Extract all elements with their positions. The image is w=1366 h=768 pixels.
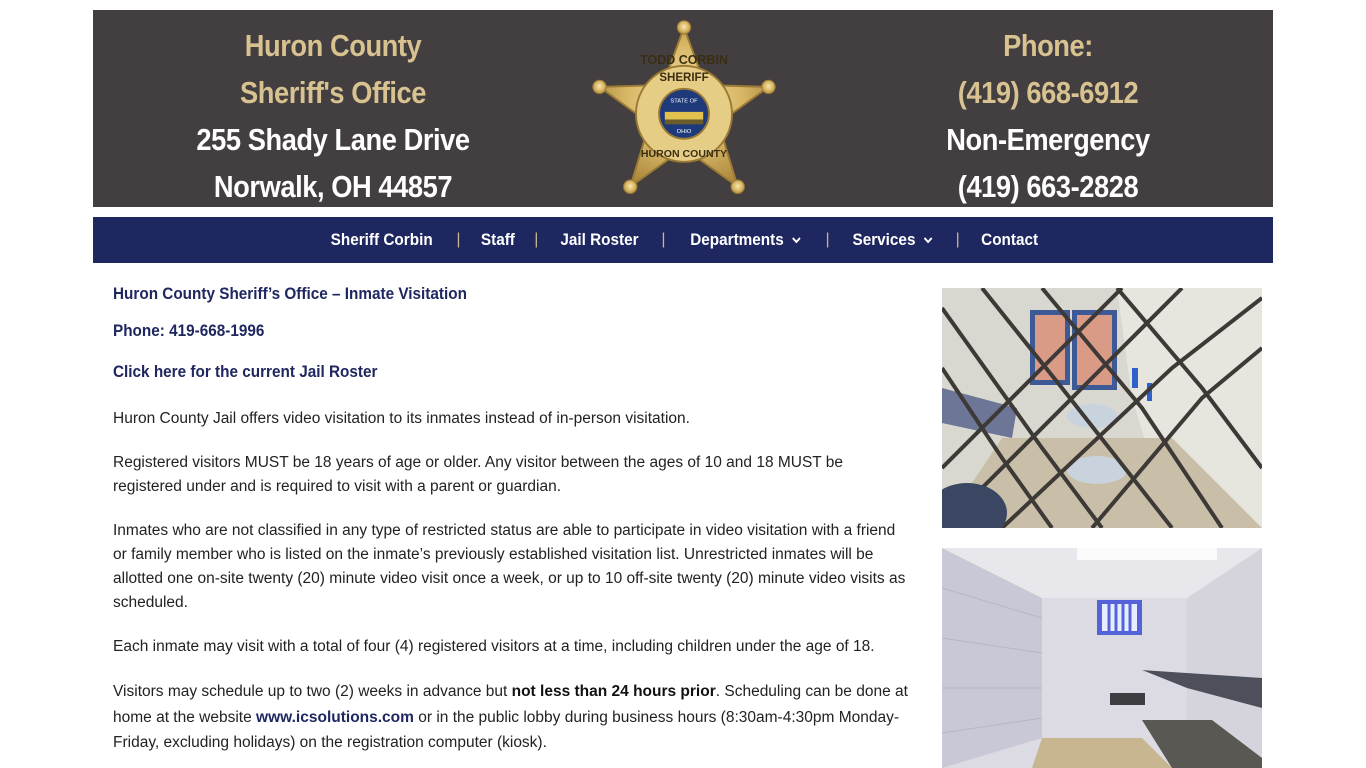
nav-label: Contact bbox=[980, 230, 1038, 249]
chevron-down-icon bbox=[922, 234, 933, 246]
icsolutions-link[interactable]: www.icsolutions.com bbox=[256, 708, 414, 726]
nav-contact[interactable] bbox=[977, 230, 1041, 250]
jail-roster-link[interactable]: Click here for the current Jail Roster bbox=[113, 362, 378, 381]
main-phone-number: (419) 668-6912 bbox=[957, 75, 1139, 110]
nav-separator: | bbox=[825, 231, 830, 248]
nav-separator: | bbox=[661, 231, 666, 248]
chevron-down-icon bbox=[790, 234, 801, 246]
svg-text:HURON COUNTY: HURON COUNTY bbox=[640, 148, 728, 161]
svg-text:STATE OF: STATE OF bbox=[670, 98, 698, 105]
nav-staff[interactable] bbox=[477, 230, 518, 250]
office-name-line1: Huron County bbox=[244, 28, 422, 63]
nav-sheriff-corbin[interactable] bbox=[327, 230, 436, 250]
text: Visitors may schedule up to two (2) weeks in advance but bbox=[113, 683, 512, 700]
jail-cell-photo bbox=[942, 548, 1262, 768]
nav-label: Jail Roster bbox=[560, 230, 640, 249]
page-title: Huron County Sheriff’s Office – Inmate Visitation bbox=[113, 284, 467, 303]
sheriff-badge-logo bbox=[588, 16, 780, 202]
phone-block bbox=[912, 22, 1185, 210]
nav-departments[interactable] bbox=[686, 230, 805, 250]
paragraph-age-requirement: Registered visitors MUST be 18 years of age or older. Any visitor between the ages of 10 and 18 MUST be registered under and is required to visit with a parent or guardian. bbox=[113, 454, 844, 495]
text: . Scheduling can be done at home at the website bbox=[113, 683, 908, 726]
svg-text:OHIO: OHIO bbox=[676, 129, 692, 135]
office-address-block bbox=[157, 22, 509, 210]
text: or in the public lobby during business hours (8:30am-4:30pm Monday-Friday, excluding holidays) on the registration computer (kiosk). bbox=[113, 708, 900, 751]
dayroom-fence-photo bbox=[942, 288, 1262, 528]
emphasis-24-hours: not less than 24 hours prior bbox=[511, 683, 716, 700]
nav-jail-roster[interactable] bbox=[557, 230, 642, 250]
non-emergency-label: Non-Emergency bbox=[946, 122, 1150, 157]
nav-label: Departments bbox=[689, 230, 784, 249]
non-emergency-number: (419) 663-2828 bbox=[957, 169, 1139, 204]
nav-separator: | bbox=[456, 231, 461, 248]
nav-label: Services bbox=[852, 230, 916, 249]
phone-label: Phone: bbox=[1003, 28, 1093, 63]
nav-label: Sheriff Corbin bbox=[330, 230, 433, 249]
svg-text:SHERIFF: SHERIFF bbox=[659, 72, 709, 85]
nav-services[interactable] bbox=[849, 230, 937, 250]
visitation-phone: Phone: 419-668-1996 bbox=[113, 321, 265, 340]
paragraph-unrestricted-inmates: Inmates who are not classified in any type of restricted status are able to participate in video visitation with a friend or family member who is listed on the inmate’s previously established visitation list. Unrestricted inmates will be allotted one on-site twenty (20) minute video visit once a week, or up to 10 off-site twenty (20) minute video visits as scheduled. bbox=[113, 522, 906, 611]
svg-text:TODD CORBIN: TODD CORBIN bbox=[640, 52, 728, 67]
office-name-line2: Sheriff's Office bbox=[240, 75, 426, 110]
nav-separator: | bbox=[534, 231, 539, 248]
paragraph-scheduling bbox=[113, 679, 913, 756]
address-city: Norwalk, OH 44857 bbox=[213, 169, 453, 204]
paragraph-video-visitation: Huron County Jail offers video visitation to its inmates instead of in-person visitation. bbox=[113, 410, 690, 427]
nav-label: Staff bbox=[480, 230, 515, 249]
paragraph-visitor-limit: Each inmate may visit with a total of four (4) registered visitors at a time, including children under the age of 18. bbox=[113, 638, 875, 655]
main-nav bbox=[93, 217, 1273, 263]
header-banner bbox=[93, 10, 1273, 207]
address-street: 255 Shady Lane Drive bbox=[196, 122, 470, 157]
nav-separator: | bbox=[955, 231, 960, 248]
